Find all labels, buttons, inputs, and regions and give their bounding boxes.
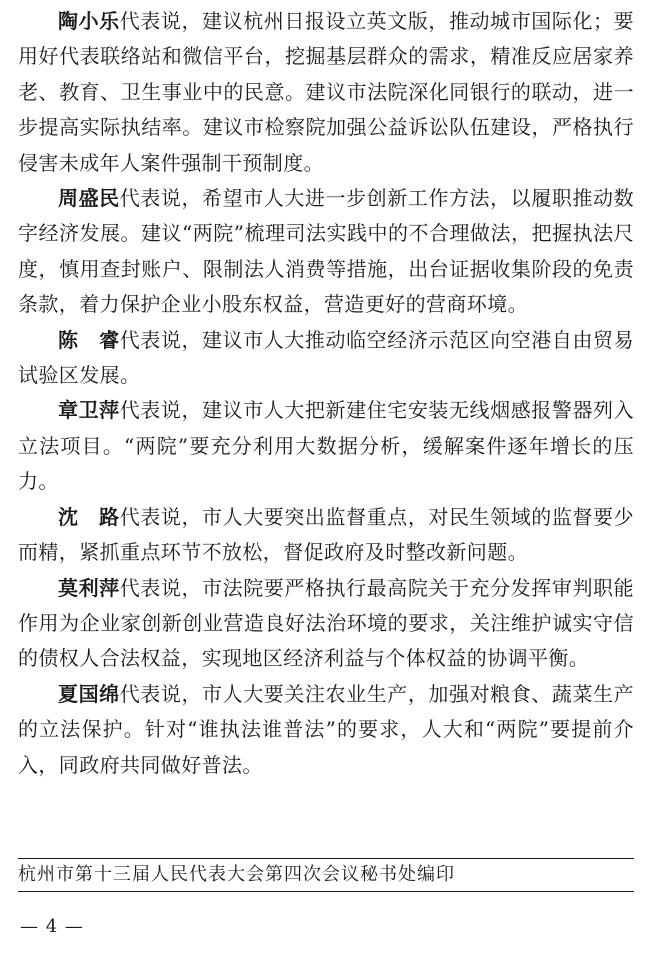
footer-rule-top (18, 858, 634, 859)
page-number: — 4 — (20, 916, 84, 937)
paragraph-text: 代表说，市人大要关注农业生产，加强对粮食、蔬菜生产的立法保护。针对“谁执法谁普法”的要求，人大和“两院”要提前介入，同政府共同做好普法。 (18, 681, 634, 777)
speaker-name: 陶小乐 (58, 9, 120, 33)
paragraph-xia-guomian (18, 677, 634, 783)
paragraph-tao-xiaole (18, 4, 634, 181)
paragraph-zhou-shengmin (18, 181, 634, 323)
paragraph-mo-liping (18, 571, 634, 677)
paragraph-zhang-weiping (18, 393, 634, 499)
paragraph-text: 代表说，建议杭州日报设立英文版，推动城市国际化；要用好代表联络站和微信平台，挖掘基层群众的需求，精准反应居家养老、教育、卫生事业中的民意。建议市法院深化同银行的联动，进一步提高实际执结率。建议市检察院加强公益诉讼队伍建设，严格执行侵害未成年人案件强制干预制度。 (18, 9, 634, 175)
speaker-name: 沈 路 (58, 504, 120, 529)
paragraph-text: 代表说，建议市人大把新建住宅安装无线烟感报警器列入立法项目。“两院”要充分利用大数据分析，缓解案件逐年增长的压力。 (18, 398, 634, 494)
publisher-line: 杭州市第十三届人民代表大会第四次会议秘书处编印 (18, 864, 455, 885)
speaker-name: 章卫萍 (58, 398, 120, 423)
speaker-name: 夏国绵 (58, 681, 120, 706)
paragraph-text: 代表说，市法院要严格执行最高院关于充分发挥审判职能作用为企业家创新创业营造良好法治环境的要求，关注维护诚实守信的债权人合法权益，实现地区经济利益与个体权益的协调平衡。 (18, 575, 634, 671)
speaker-name: 陈 睿 (58, 327, 120, 352)
speaker-name: 周盛民 (58, 186, 120, 211)
paragraph-shen-lu (18, 500, 634, 571)
paragraph-text: 代表说，市人大要突出监督重点，对民生领域的监督要少而精，紧抓重点环节不放松，督促政府及时整改新问题。 (18, 504, 634, 565)
body-text (18, 4, 634, 783)
speaker-name: 莫利萍 (58, 575, 120, 600)
paragraph-chen-rui (18, 323, 634, 394)
paragraph-text: 代表说，希望市人大进一步创新工作方法，以履职推动数字经济发展。建议“两院”梳理司法实践中的不合理做法，把握执法尺度，慎用查封账户、限制法人消费等措施，出台证据收集阶段的免责条款，着力保护企业小股东权益，营造更好的营商环境。 (18, 186, 634, 317)
footer-rule-bottom (18, 891, 634, 892)
paragraph-text: 代表说，建议市人大推动临空经济示范区向空港自由贸易试验区发展。 (18, 327, 634, 388)
